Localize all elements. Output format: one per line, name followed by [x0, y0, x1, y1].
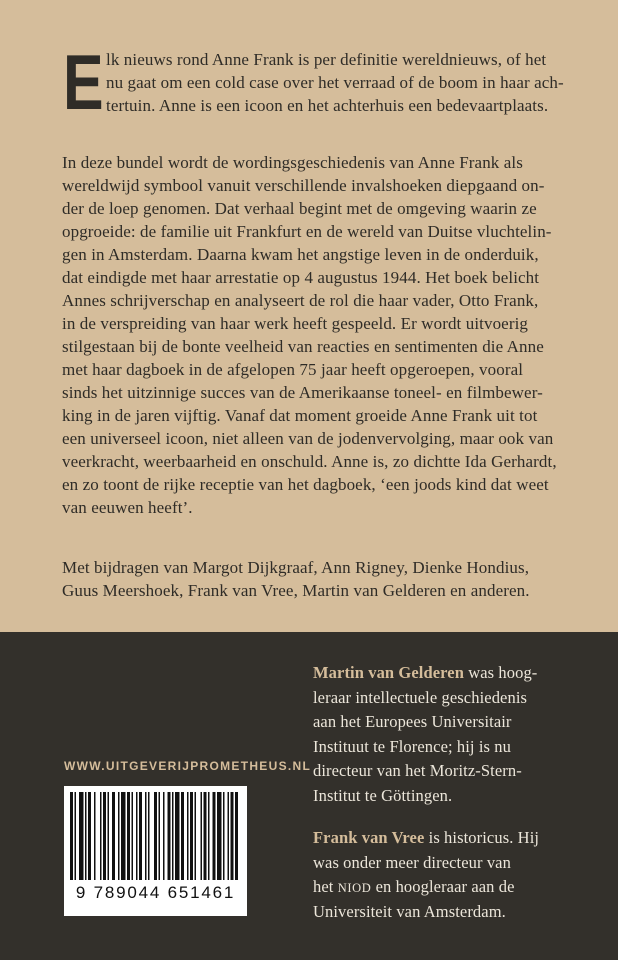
barcode-bar	[108, 792, 110, 880]
bio-line: Universiteit van Amsterdam.	[313, 901, 506, 921]
body-line: sinds het uitzinnige succes van de Amerikaanse toneel- en filmbewer-	[62, 383, 543, 402]
bio-line	[313, 661, 553, 686]
barcode-bar	[208, 792, 210, 880]
author-panel	[0, 632, 618, 960]
barcode-bar	[139, 792, 142, 880]
body-paragraph	[62, 151, 566, 519]
barcode-bar	[132, 792, 134, 880]
body-line: met haar dagboek in de afgelopen 75 jaar heeft opgeroepen, vooral	[62, 360, 524, 379]
barcode-bar	[231, 792, 234, 880]
barcode-bar	[136, 792, 138, 880]
barcode-bar	[88, 792, 91, 880]
niod-acronym: NIOD	[337, 881, 372, 895]
barcode-bar	[223, 792, 225, 880]
barcode-bar	[163, 792, 165, 880]
barcode-bar	[79, 792, 84, 880]
intro-line: lk nieuws rond Anne Frank is per definitie wereldnieuws, of het	[106, 50, 547, 69]
barcode-bar	[145, 792, 147, 880]
barcode-bar	[75, 792, 77, 880]
barcode-bar	[204, 792, 207, 880]
barcode-bar	[112, 792, 115, 880]
barcode-bar	[195, 792, 197, 880]
isbn-number: 9 789044 651461	[75, 883, 236, 902]
barcode-bar	[228, 792, 230, 880]
contributors-line: Met bijdragen van Margot Dijkgraaf, Ann Rigney, Dienke Hondius,	[62, 558, 530, 577]
author-name: Frank van Vree	[313, 828, 425, 847]
author-bio-vree	[313, 826, 553, 924]
barcode-bar	[70, 792, 73, 880]
barcode-bars-icon	[64, 786, 247, 882]
body-line: wereldwijd symbool vanuit verschillende invalshoeken diepgaand on-	[62, 176, 545, 195]
bio-text: het	[313, 877, 338, 896]
body-line: king in de jaren vijftig. Vanaf dat moment groeide Anne Frank uit tot	[62, 406, 538, 425]
body-line: en zo toont de rijke receptie van het dagboek, ‘een joods kind dat weet	[62, 475, 549, 494]
publisher-website-link[interactable]: WWW.UITGEVERIJPROMETHEUS.NL	[64, 759, 312, 773]
intro-line: tertuin. Anne is een icoon en het achterhuis een bedevaartplaats.	[106, 96, 549, 115]
barcode-bar	[127, 792, 130, 880]
bio-line: leraar intellectuele geschiedenis	[313, 687, 528, 707]
barcode-bar	[100, 792, 102, 880]
bio-line: was onder meer directeur van	[313, 852, 511, 872]
author-name: Martin van Gelderen	[313, 663, 464, 682]
bio-line	[313, 826, 553, 851]
contributors-line: Guus Meershoek, Frank van Vree, Martin van Gelderen en anderen.	[62, 581, 530, 600]
body-line: veerkracht, weerbaarheid en onschuld. Anne is, zo dichtte Ida Gerhardt,	[62, 452, 557, 471]
body-line: van eeuwen heeft’.	[62, 498, 193, 517]
bio-line	[313, 875, 553, 900]
bio-text: en hoogleraar aan de	[371, 877, 515, 896]
bio-line: aan het Europees Universitair	[313, 712, 512, 731]
bio-text: is historicus. Hij	[424, 828, 540, 847]
body-line: opgroeide: de familie uit Frankfurt en de wereld van Duitse vluchtelin-	[62, 222, 552, 241]
intro-line: nu gaat om een cold case over het verraad of de boom in haar ach-	[106, 73, 564, 92]
barcode-bar	[154, 792, 157, 880]
barcode-bar	[201, 792, 203, 880]
intro-paragraph	[62, 38, 566, 126]
barcode-bar	[235, 792, 238, 880]
author-bio-gelderen	[313, 661, 553, 808]
barcode-bar	[103, 792, 106, 880]
body-line: dat eindigde met haar arrestatie op 4 augustus 1944. Het boek belicht	[62, 268, 540, 287]
barcode-bar	[94, 792, 96, 880]
barcode-bar	[148, 792, 150, 880]
barcode-bar	[187, 792, 189, 880]
barcode-bar	[168, 792, 171, 880]
isbn-barcode	[64, 786, 247, 916]
bio-line: Instituut te Florence; hij is nu	[313, 736, 511, 756]
bio-line: Institut te Göttingen.	[313, 785, 453, 805]
barcode-bar	[190, 792, 193, 880]
barcode-bar	[213, 792, 216, 880]
barcode-bar	[159, 792, 161, 880]
barcode-bar	[121, 792, 126, 880]
drop-cap-initial: E	[63, 38, 104, 126]
barcode-bar	[172, 792, 174, 880]
body-line: gen in Amsterdam. Daarna kwam het angstige leven in de onderduik,	[62, 245, 539, 264]
body-line: Annes schrijverschap en analyseert de rol die haar vader, Otto Frank,	[62, 291, 539, 310]
barcode-bar	[217, 792, 222, 880]
bio-text: was hoog-	[464, 663, 538, 682]
body-line: der de loep genomen. Dat verhaal begint met de omgeving waarin ze	[62, 199, 537, 218]
body-line: in de verspreiding van haar werk heeft gespeeld. Er wordt uitvoerig	[62, 314, 529, 333]
barcode-bar	[118, 792, 120, 880]
barcode-bar	[85, 792, 87, 880]
barcode-bar	[175, 792, 180, 880]
body-line: een universeel icoon, niet alleen van de jodenvervolging, maar ook van	[62, 429, 554, 448]
bio-line: directeur van het Moritz-Stern-	[313, 761, 522, 780]
contributors-paragraph	[62, 556, 566, 602]
body-line: stilgestaan bij de bonte veelheid van reacties en sentimenten die Anne	[62, 337, 544, 356]
body-line: In deze bundel wordt de wordingsgeschiedenis van Anne Frank als	[62, 153, 523, 172]
barcode-bar	[181, 792, 184, 880]
